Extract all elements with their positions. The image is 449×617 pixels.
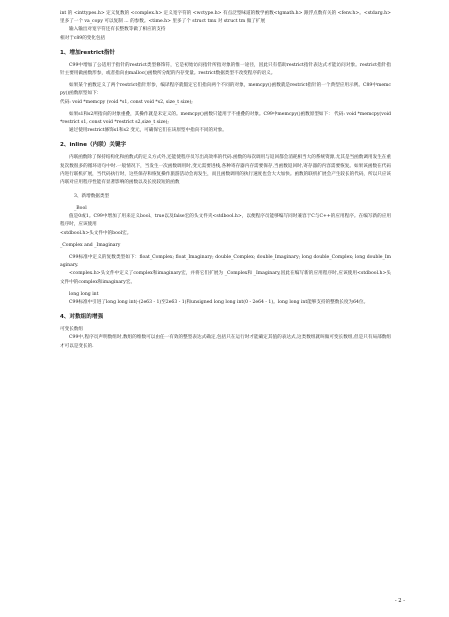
bool-paragraph-2: <stdbool.h>头文件中的bool宏。: [60, 230, 132, 236]
section-heading-restrict: 1、增加restrict指针: [60, 49, 116, 56]
restrict-code-c89: 代码: void *memcpy (void *s1, const void *s2, size_t size);: [60, 99, 193, 105]
vla-paragraph: C99中,程序员声明数组时,数组的维数可以由任一有效的整型表达式确定,包括只在运行时才能确定其值的表达式,这类数组就叫做可变长数组,但是只有局部数组才可以是变长的.: [60, 335, 391, 349]
section-heading-array: 4、对数组的增强: [60, 314, 104, 321]
restrict-paragraph-3: 如果s1和s2所指向的对象重叠，其操作就是未定义的。memcpy()函数只能用于不重叠的对象。C99中memcpy()函数原型如下： 代码: void *memcpy(void *restrict s1, const void *restrict s2,size_t size);: [60, 111, 391, 126]
restrict-paragraph-1: C99中增加了公适用于指针的restrict类型修饰符，它是初始访问指针所指对象的惟一途径，因此只有借助restrict指针表达式才能访问对象。restrict指针指针主要用做函数形参，或者指向由malloc()函数所分配的内存变量。restrict数据类型不改变程序的语义。: [60, 62, 391, 77]
complex-title: _Complex and _Imaginary: [60, 242, 121, 248]
complex-paragraph: C99标准中定义的复数类型如下：float_Complex; float_Imaginary; double_Complex; double_Imaginary; long double_Complex; long double_Imaginary.: [60, 255, 391, 269]
longlong-paragraph: C99标准中引进了long long int(-(2e63 - 1)至2e63 - 1)和unsigned long long int(0 - 2e64 - 1)。long long int能够支持的整数长度为64位。: [69, 300, 369, 306]
intro-paragraph: int 的 <inttypes.h> 定义复数的 <complex.h> 定义宽字符的 <wctype.h> 有点泛型味道的数学函数<tgmath.h> 跟浮点数有关的 <fenv.h>。<stdarg.h> 里多了一个 va_copy 可以复制 ... 的参数。<time.h> 里多了个 struct tmx 对 struct tm 做了扩展: [60, 11, 391, 25]
section-heading-new-types: 3、新增数据类型: [74, 194, 110, 200]
vla-title: 可变长数组: [60, 327, 83, 333]
inline-paragraph: 内联函数除了保持结构化和函数式的定义方式外,还能使程序员写出高效率的代码.函数的每次调用与返回都会消耗相当大的系统资源,尤其是当函数调用发生在重复次数很多的循环语句中时.一般情况下，当发生一次函数调用时,变元需要进栈,各种寄存器内存需要保存,当函数返回时,寄存器的内容需要恢复。如果该函数在代码内进行联机扩展，当代码执行时，这些保存和恢复操作旅游活动会再发生，而且函数调用的执行速度也会大大加快。函数的联机扩展会产生较长的代码，所以只应该内联对应用程序性能有显著影响的函数以及长度较短的函数: [60, 155, 391, 186]
restrict-paragraph-4: 通过使用restrict修饰s1和s2 变元，可确保它们在该原型中指向不同的对象。: [69, 128, 227, 134]
bool-paragraph: 值是0或1。C99中增加了用来定义bool、true以及false宏的头文件夹<stdbool.h>，以便程序员能够编写同时兼容于C与C++的应用程序。在编写新的应用程序时，应该使用: [60, 214, 391, 228]
complex-paragraph-2: <complex.h>头文件中定义了complex和imaginary宏，并将它们扩展为 _Complex和 _Imaginary,因此在编写新的应用程序时,应该使用<stdbool.h>头文件中的complex和imaginary宏。: [60, 271, 391, 285]
longlong-title: long long int: [69, 291, 99, 297]
restrict-paragraph-2: 如果某个函数定义了两个restrict指针形参，编译程序就假定它们指向两个不同的对象，memcpy()函数就是restrict指针的一个典型应用示例。C89中memcpy()函数原型如下：: [60, 83, 391, 97]
section-heading-inline: 2、inline（内联）关键字: [60, 142, 127, 149]
intro-io-note: 输入输出对宽字符还有长整数等做了相应的支持: [69, 27, 166, 33]
bool-title: _Bool: [74, 206, 87, 212]
changes-intro: 相对于c89的变化包括: [60, 35, 106, 41]
page-number: - 2 -: [394, 598, 405, 604]
